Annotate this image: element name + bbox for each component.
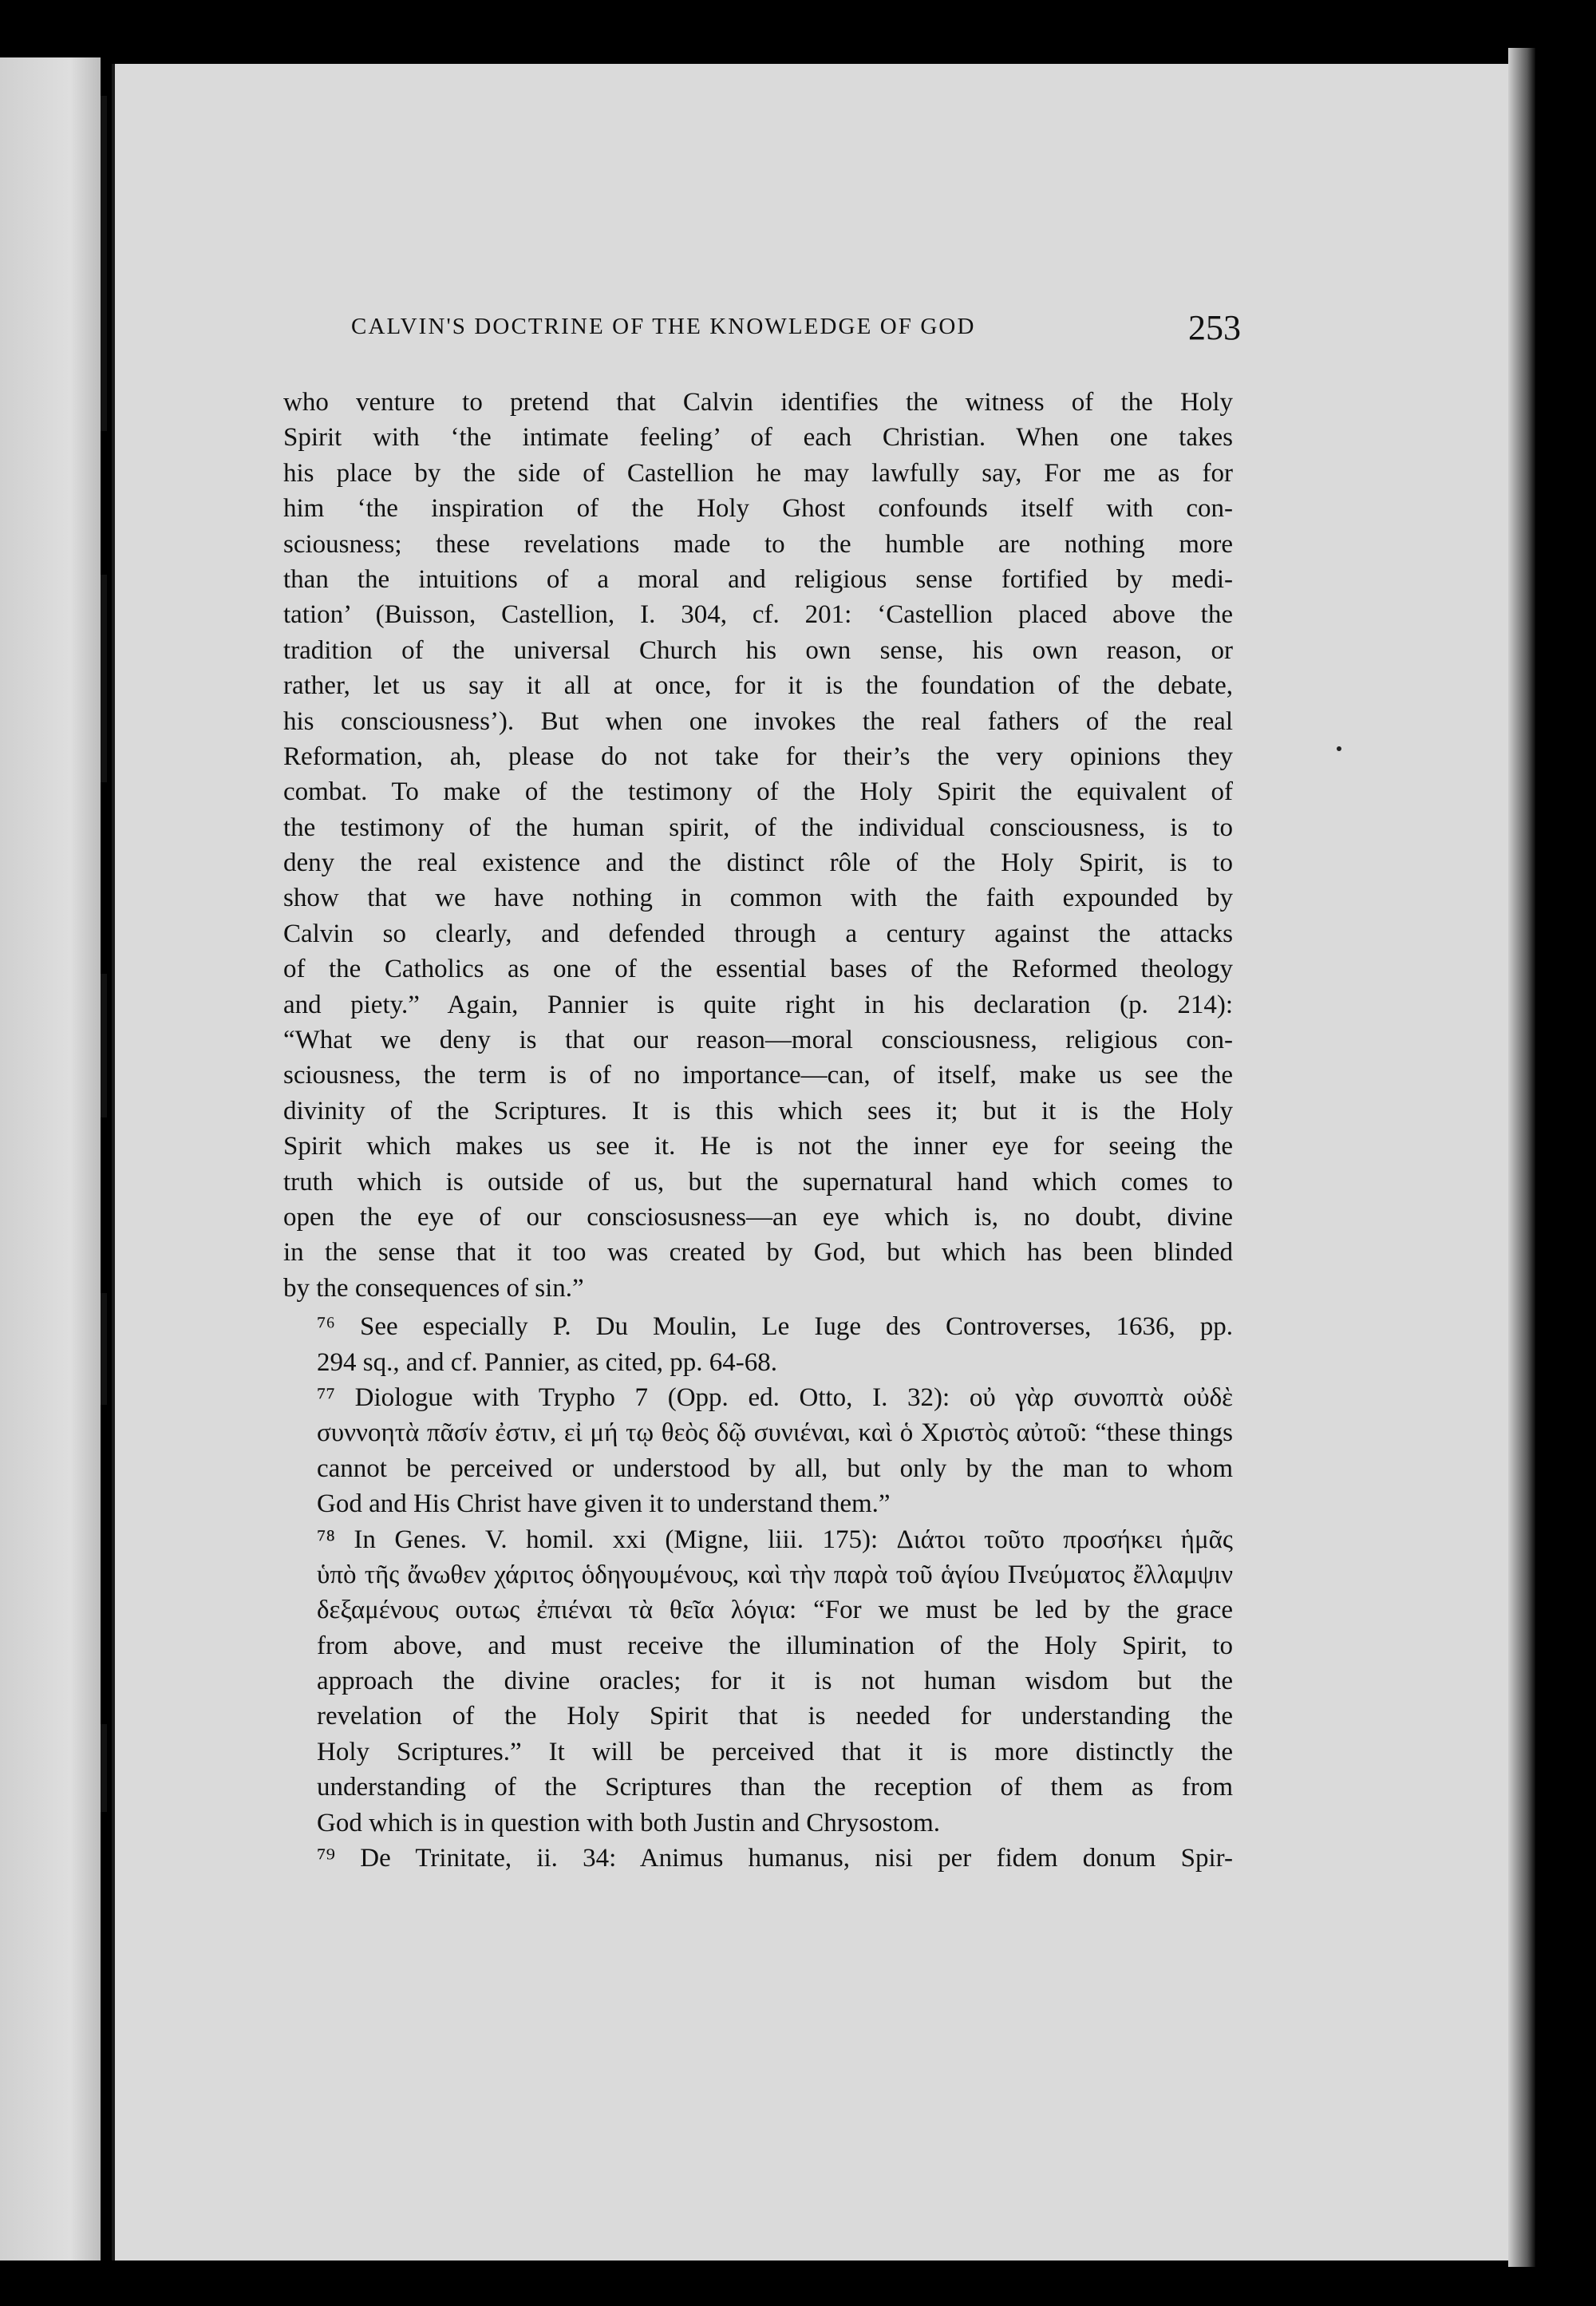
- margin-speck: [1337, 746, 1341, 751]
- page-edge-shadow: [1508, 48, 1535, 2267]
- footnote-78: ⁷⁸ In Genes. V. homil. xxi (Migne, liii. 175): Διάτοι τοῦτο προσήκει ἡμᾶς: [317, 1525, 1233, 1554]
- text-line: him ‘the inspiration of the Holy Ghost confounds itself with con-: [283, 494, 1233, 524]
- running-head: CALVIN'S DOCTRINE OF THE KNOWLEDGE OF GOD: [351, 314, 976, 339]
- footnote-line: συννοητὰ πᾶσίν ἐστιν, εἰ μή τῳ θεὸς δῷ συνιέναι, καὶ ὁ Χριστὸς αὐτοῦ: “these things: [317, 1418, 1233, 1448]
- text-line: open the eye of our consciosusness—an eye which is, no doubt, divine: [283, 1202, 1233, 1232]
- footnote-line: 294 sq., and cf. Pannier, as cited, pp. 64-68.: [317, 1347, 777, 1377]
- text-line: truth which is outside of us, but the supernatural hand which comes to: [283, 1167, 1233, 1197]
- facing-page-edge: [0, 57, 101, 2261]
- footnote-line: God and His Christ have given it to understand them.”: [317, 1489, 891, 1519]
- footnote-line: δεξαμένους ουτως ἐπιέναι τὰ θεῖα λόγια: “For we must be led by the grace: [317, 1596, 1233, 1625]
- text-line: Calvin so clearly, and defended through a century against the attacks: [283, 919, 1233, 948]
- text-line: than the intuitions of a moral and religious sense fortified by medi-: [283, 564, 1233, 594]
- text-line: in the sense that it too was created by God, but which has been blinded: [283, 1238, 1233, 1268]
- footnote-line: approach the divine oracles; for it is not human wisdom but the: [317, 1667, 1233, 1696]
- text-line: sciousness, the term is of no importance—can, of itself, make us see the: [283, 1061, 1233, 1090]
- body-text: [283, 385, 1233, 1876]
- text-line: his place by the side of Castellion he may lawfully say, For me as for: [283, 458, 1233, 488]
- text-line: his consciousness’). But when one invokes the real fathers of the real: [283, 706, 1233, 736]
- text-line: by the consequences of sin.”: [283, 1273, 584, 1303]
- text-line: show that we have nothing in common with the faith expounded by: [283, 884, 1233, 913]
- text-line: and piety.” Again, Pannier is quite right in his declaration (p. 214):: [283, 990, 1233, 1019]
- text-line: tation’ (Buisson, Castellion, I. 304, cf. 201: ‘Castellion placed above the: [283, 600, 1233, 630]
- text-line: tradition of the universal Church his own sense, his own reason, or: [283, 635, 1233, 665]
- page-header: [351, 307, 1241, 355]
- footnote-line: ὑπὸ τῆς ἄνωθεν χάριτος ὁδηγουμένους, καὶ τὴν παρὰ τοῦ ἁγίου Πνεύματος ἔλλαμψιν: [317, 1560, 1233, 1589]
- footnote-line: understanding of the Scriptures than the reception of them as from: [317, 1773, 1233, 1802]
- text-line: sciousness; these revelations made to the humble are nothing more: [283, 529, 1233, 559]
- text-line: combat. To make of the testimony of the Holy Spirit the equivalent of: [283, 777, 1233, 807]
- text-line: Spirit with ‘the intimate feeling’ of each Christian. When one takes: [283, 423, 1233, 453]
- page-number: 253: [1188, 308, 1241, 347]
- text-line: Reformation, ah, please do not take for their’s the very opinions they: [283, 742, 1233, 771]
- text-line: divinity of the Scriptures. It is this which sees it; but it is the Holy: [283, 1096, 1233, 1125]
- footnote-77: ⁷⁷ Diologue with Trypho 7 (Opp. ed. Otto, I. 32): οὐ γὰρ συνοπτὰ οὐδὲ: [317, 1382, 1233, 1412]
- text-line: “What we deny is that our reason—moral consciousness, religious con-: [283, 1026, 1233, 1055]
- text-line: the testimony of the human spirit, of the individual consciousness, is to: [283, 813, 1233, 842]
- footnote-line: God which is in question with both Justin and Chrysostom.: [317, 1808, 941, 1837]
- footnote-line: Holy Scriptures.” It will be perceived that it is more distinctly the: [317, 1737, 1233, 1766]
- footnote-79: ⁷⁹ De Trinitate, ii. 34: Animus humanus, nisi per fidem donum Spir-: [317, 1844, 1233, 1873]
- binding-shadow: [101, 96, 112, 1852]
- footnote-76: ⁷⁶ See especially P. Du Moulin, Le Iuge des Controverses, 1636, pp.: [317, 1312, 1233, 1342]
- footnote-line: cannot be perceived or understood by all, but only by the man to whom: [317, 1454, 1233, 1483]
- text-line: Spirit which makes us see it. He is not the inner eye for seeing the: [283, 1132, 1233, 1161]
- text-line: deny the real existence and the distinct rôle of the Holy Spirit, is to: [283, 848, 1233, 878]
- footnote-line: from above, and must receive the illumination of the Holy Spirit, to: [317, 1631, 1233, 1660]
- text-line: who venture to pretend that Calvin identifies the witness of the Holy: [283, 388, 1233, 417]
- text-line: rather, let us say it all at once, for it is the foundation of the debate,: [283, 671, 1233, 701]
- footnote-line: revelation of the Holy Spirit that is needed for understanding the: [317, 1702, 1233, 1731]
- text-line: of the Catholics as one of the essential bases of the Reformed theology: [283, 955, 1233, 984]
